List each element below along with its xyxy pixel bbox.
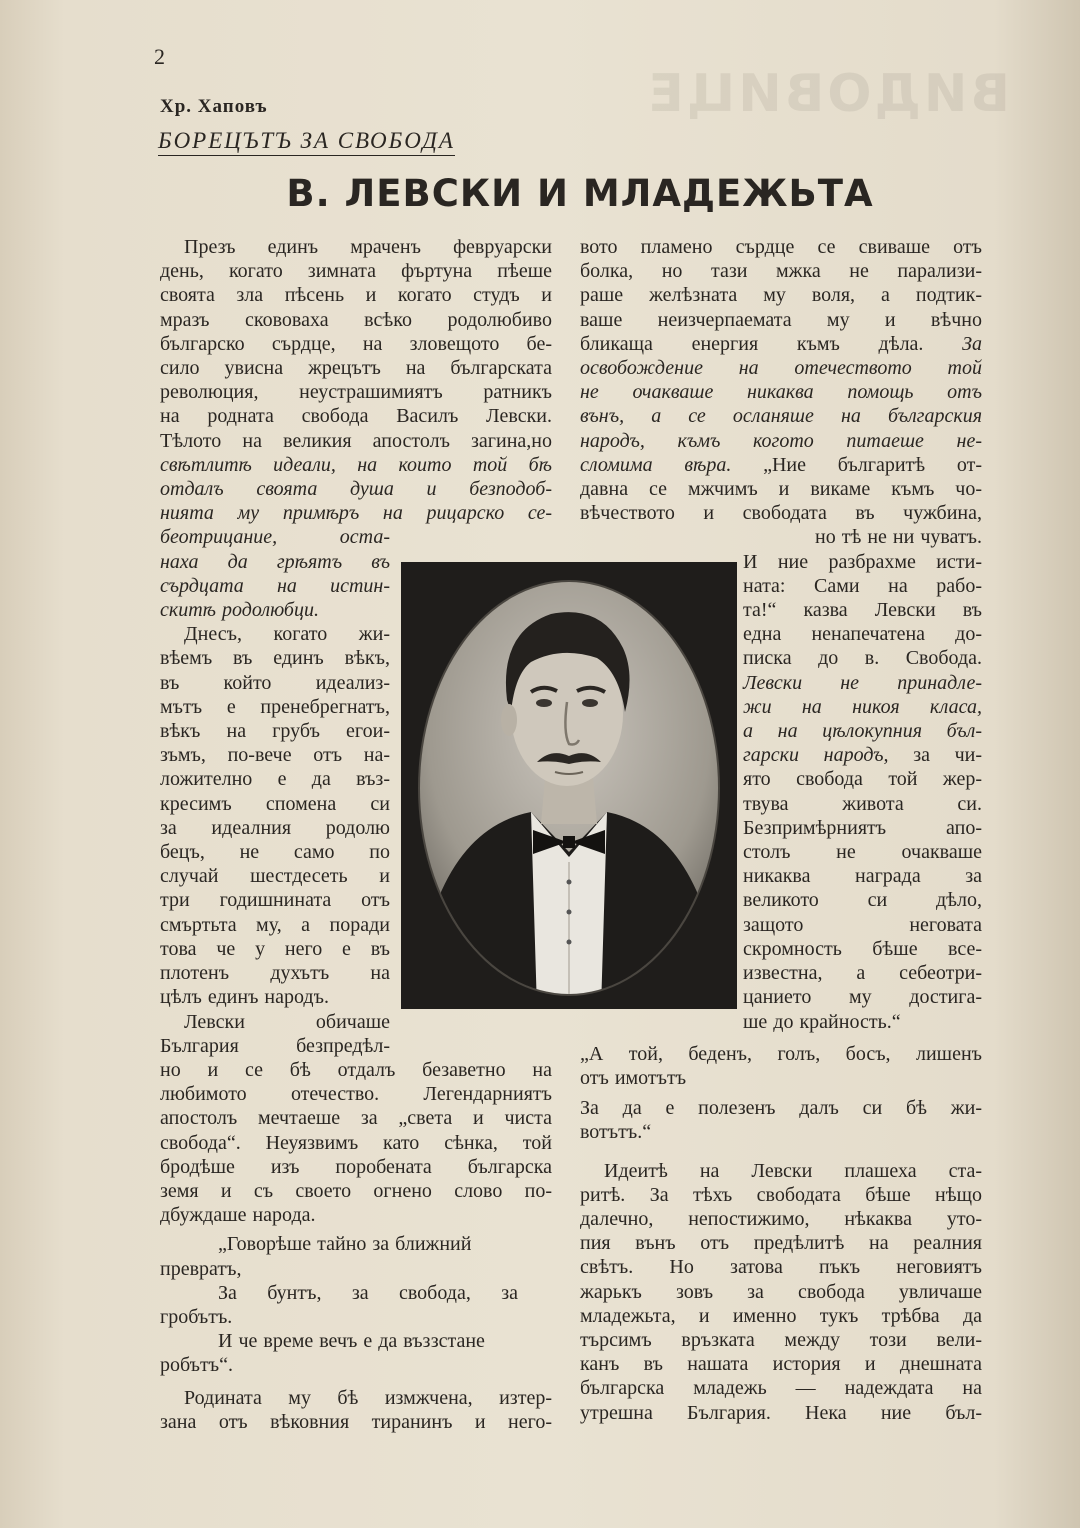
italic-line: скитѣ родолюбци. — [160, 599, 319, 622]
text-line: младежьта, и именно тукъ трѣбва да — [580, 1304, 982, 1327]
text-line: бецъ, не само по — [160, 841, 390, 864]
text-line: Идеитѣ на Левски плашеха ста- — [604, 1159, 982, 1182]
portrait-photo-icon — [401, 562, 737, 1009]
text-line: защото неговата — [743, 913, 982, 936]
author-name: Хр. Хаповъ — [160, 96, 268, 117]
text-line: българска младежь — надеждата на — [580, 1377, 982, 1400]
paragraph-r3 — [580, 1159, 982, 1425]
portrait-svg — [401, 562, 737, 1009]
text-line: канъ въ нашата история и днешната — [580, 1353, 982, 1376]
text-line: апостолъ мечтаеше за „света и чиста — [160, 1107, 552, 1130]
text-line: ше до крайность.“ — [743, 1010, 901, 1033]
italic-line: наха да грѣятъ въ — [160, 550, 390, 573]
verse-line: „Говорѣше тайно за ближний — [218, 1233, 472, 1256]
italic-line: а на цѣлокупния бъл- — [743, 720, 982, 743]
verse-line: вотътъ.“ — [580, 1121, 652, 1144]
text-line: въ който идеализ- — [160, 671, 390, 694]
verse-line: отъ имотътъ — [580, 1066, 687, 1089]
italic-line: сърдцата на истин- — [160, 574, 390, 597]
text-line: мразъ скововаха всѣко родолюбиво — [160, 308, 552, 331]
text-line: плотенъ духътъ на — [160, 962, 390, 985]
italic-line: отдалъ своята душа и безподоб- — [160, 478, 552, 501]
text-line: ято свобода той жер- — [743, 768, 982, 791]
italic-line: жи на никоя класа, — [743, 695, 982, 718]
text-line: вѣемъ въ единъ вѣкъ, — [160, 647, 390, 670]
text-line: жарькъ зовъ за свобода увличаше — [580, 1280, 982, 1303]
italic-line: Левски не принадле- — [743, 671, 982, 694]
text-line: Безпримѣрниятъ апо- — [743, 816, 982, 839]
text-line: гарски народъ, за чи- — [743, 744, 983, 767]
text-line: Тѣлото на великия апостолъ загина,но — [160, 429, 552, 452]
text-line: кресимъ спомена си — [160, 792, 390, 815]
text-line: свобода“. Неуязвимъ като сѣнка, той — [160, 1131, 552, 1154]
verse-quote — [160, 1232, 552, 1377]
text-line: за идеалния родолю — [160, 816, 390, 839]
text-line: сило увисна жрецътъ на българската — [160, 357, 552, 380]
text-line: три годишнината отъ — [160, 889, 390, 912]
text-line: болка, но тази мжка не парализи- — [580, 260, 982, 283]
text-line: дбуждаше народа. — [160, 1204, 316, 1227]
text-line: любимото отечество. Легендарниятъ — [160, 1083, 552, 1106]
text-line: великото си дѣло, — [743, 889, 982, 912]
text-line: столъ не очакваше — [743, 841, 982, 864]
text-line: на родната свобода Василъ Левски. — [160, 405, 552, 428]
text-line: революция, неустрашимиятъ ратникъ — [160, 381, 552, 404]
text-line: давна се мжчимъ и викаме къмъ чо- — [580, 478, 982, 501]
section-title: БОРЕЦЪТЪ ЗА СВОБОДА — [158, 128, 455, 156]
text-line: известна, а себеотри- — [743, 962, 982, 985]
text-line: земя и съ своето огнено слово по- — [160, 1179, 552, 1202]
text-line: но и се бѣ отдалъ безаветно на — [160, 1058, 552, 1081]
verse-line: робътъ“. — [160, 1354, 233, 1377]
italic-line: не очакваше никаква помощь отъ — [580, 381, 982, 404]
text-line: раше желѣзната му воля, а подтик- — [580, 284, 982, 307]
text-line: свѣтъ. Но затова пъкъ неговиятъ — [580, 1256, 982, 1279]
text-line: българско сърдце, на зловещото бе- — [160, 332, 552, 355]
verse-line: „А той, беденъ, голъ, босъ, лишенъ — [580, 1042, 982, 1065]
text-line: И ние разбрахме исти- — [743, 550, 982, 573]
text-line: вото пламено сърдце се свиваше отъ — [580, 236, 982, 258]
text-line: случай шестдесеть и — [160, 865, 390, 888]
text-line: бликаща енергия къмъ дѣла. За — [580, 332, 982, 355]
paragraph-4 — [160, 1386, 552, 1434]
italic-line: освобождение на отечеството той — [580, 357, 982, 380]
text-line: смъртьта му, а поради — [160, 913, 390, 936]
verse-line: гробътъ. — [160, 1305, 233, 1328]
text-line: далечно, непостижимо, нѣкаква уто- — [580, 1207, 982, 1230]
italic-line: вънъ, а се осланяше на българския — [580, 405, 982, 428]
text-line: търсимъ връзката между този вели- — [580, 1328, 982, 1351]
text-line: скромность бѣше все- — [743, 937, 982, 960]
text-line: та!“ казва Левски въ — [743, 599, 982, 622]
article-headline: В. ЛЕВСКИ И МЛАДЕЖЬТА — [286, 172, 874, 215]
text-line: писка до в. Свобода. — [743, 647, 982, 670]
text-line: една ненапечатена до- — [743, 623, 982, 646]
verse-line: За да е полезенъ далъ си бѣ жи- — [580, 1097, 982, 1120]
text-line: България безпредѣл- — [160, 1034, 390, 1057]
text-line: вѣкъ на грубъ егои- — [160, 720, 390, 743]
text-line: ритѣ. За тѣхъ свободата бѣше нѣщо — [580, 1183, 982, 1206]
text-line: день, когато зимната фъртуна пѣеше — [160, 260, 552, 283]
text-line: никаква награда за — [743, 865, 982, 888]
text-line: пия вънъ отъ предѣлитѣ на реалния — [580, 1232, 982, 1255]
verse-quote-right — [580, 1042, 982, 1145]
text-line: утрешна България. Нека ние бъл- — [580, 1401, 982, 1424]
text-line: твува живота си. — [743, 792, 982, 815]
italic-line: народъ, къмъ когото питаеше не- — [580, 429, 982, 452]
italic-line: свѣтлитѣ идеали, на които той бѣ — [160, 453, 552, 476]
page-number: 2 — [154, 44, 165, 69]
italic-line: беотрицание, оста- — [160, 526, 390, 549]
text-line: сломима вѣра. „Ние българитѣ от- — [580, 453, 982, 476]
verse-line: За бунтъ, за свобода, за — [218, 1281, 518, 1304]
text-line: ната: Сами на рабо- — [743, 574, 982, 597]
italic-line: нията му примѣръ на рицарско се- — [160, 502, 552, 525]
text-line: вѣчеството и свободата въ чужбина, — [580, 502, 982, 525]
paragraph-r1 — [580, 235, 982, 550]
text-line: Презъ единъ мраченъ февруарски — [184, 236, 552, 258]
text-line: своята зла пѣсень и когато студъ и — [160, 284, 552, 307]
text-line: ложително е да въз- — [160, 768, 390, 791]
text-line: зъмъ, по-вече отъ на- — [160, 744, 390, 767]
text-line: ваше неизчерпаемата му и вѣчно — [580, 308, 982, 331]
text-line: цанието му достига- — [743, 986, 982, 1009]
text-line: но тѣ не ни чуватъ. — [815, 526, 982, 549]
text-line: Днесъ, когато жи- — [184, 623, 390, 646]
text-line: цѣлъ единъ народъ. — [160, 986, 329, 1009]
text-line: Родината му бѣ измжчена, изтер- — [184, 1386, 552, 1409]
verse-line: превратъ, — [160, 1257, 242, 1280]
text-line: това че у него е въ — [160, 937, 390, 960]
text-line: бродѣше изъ поробената българска — [160, 1155, 552, 1178]
text-line: Левски обичаше — [184, 1010, 390, 1033]
bleed-through-text: ВИДОВИЦЕ — [645, 64, 1010, 124]
paragraph-3 — [160, 1010, 552, 1228]
verse-line: И че време вечъ е да въззстане — [218, 1330, 485, 1353]
text-line: мътъ е пренебрегнатъ, — [160, 695, 390, 718]
text-line: зана отъ вѣковния тиранинъ и него- — [160, 1410, 552, 1433]
